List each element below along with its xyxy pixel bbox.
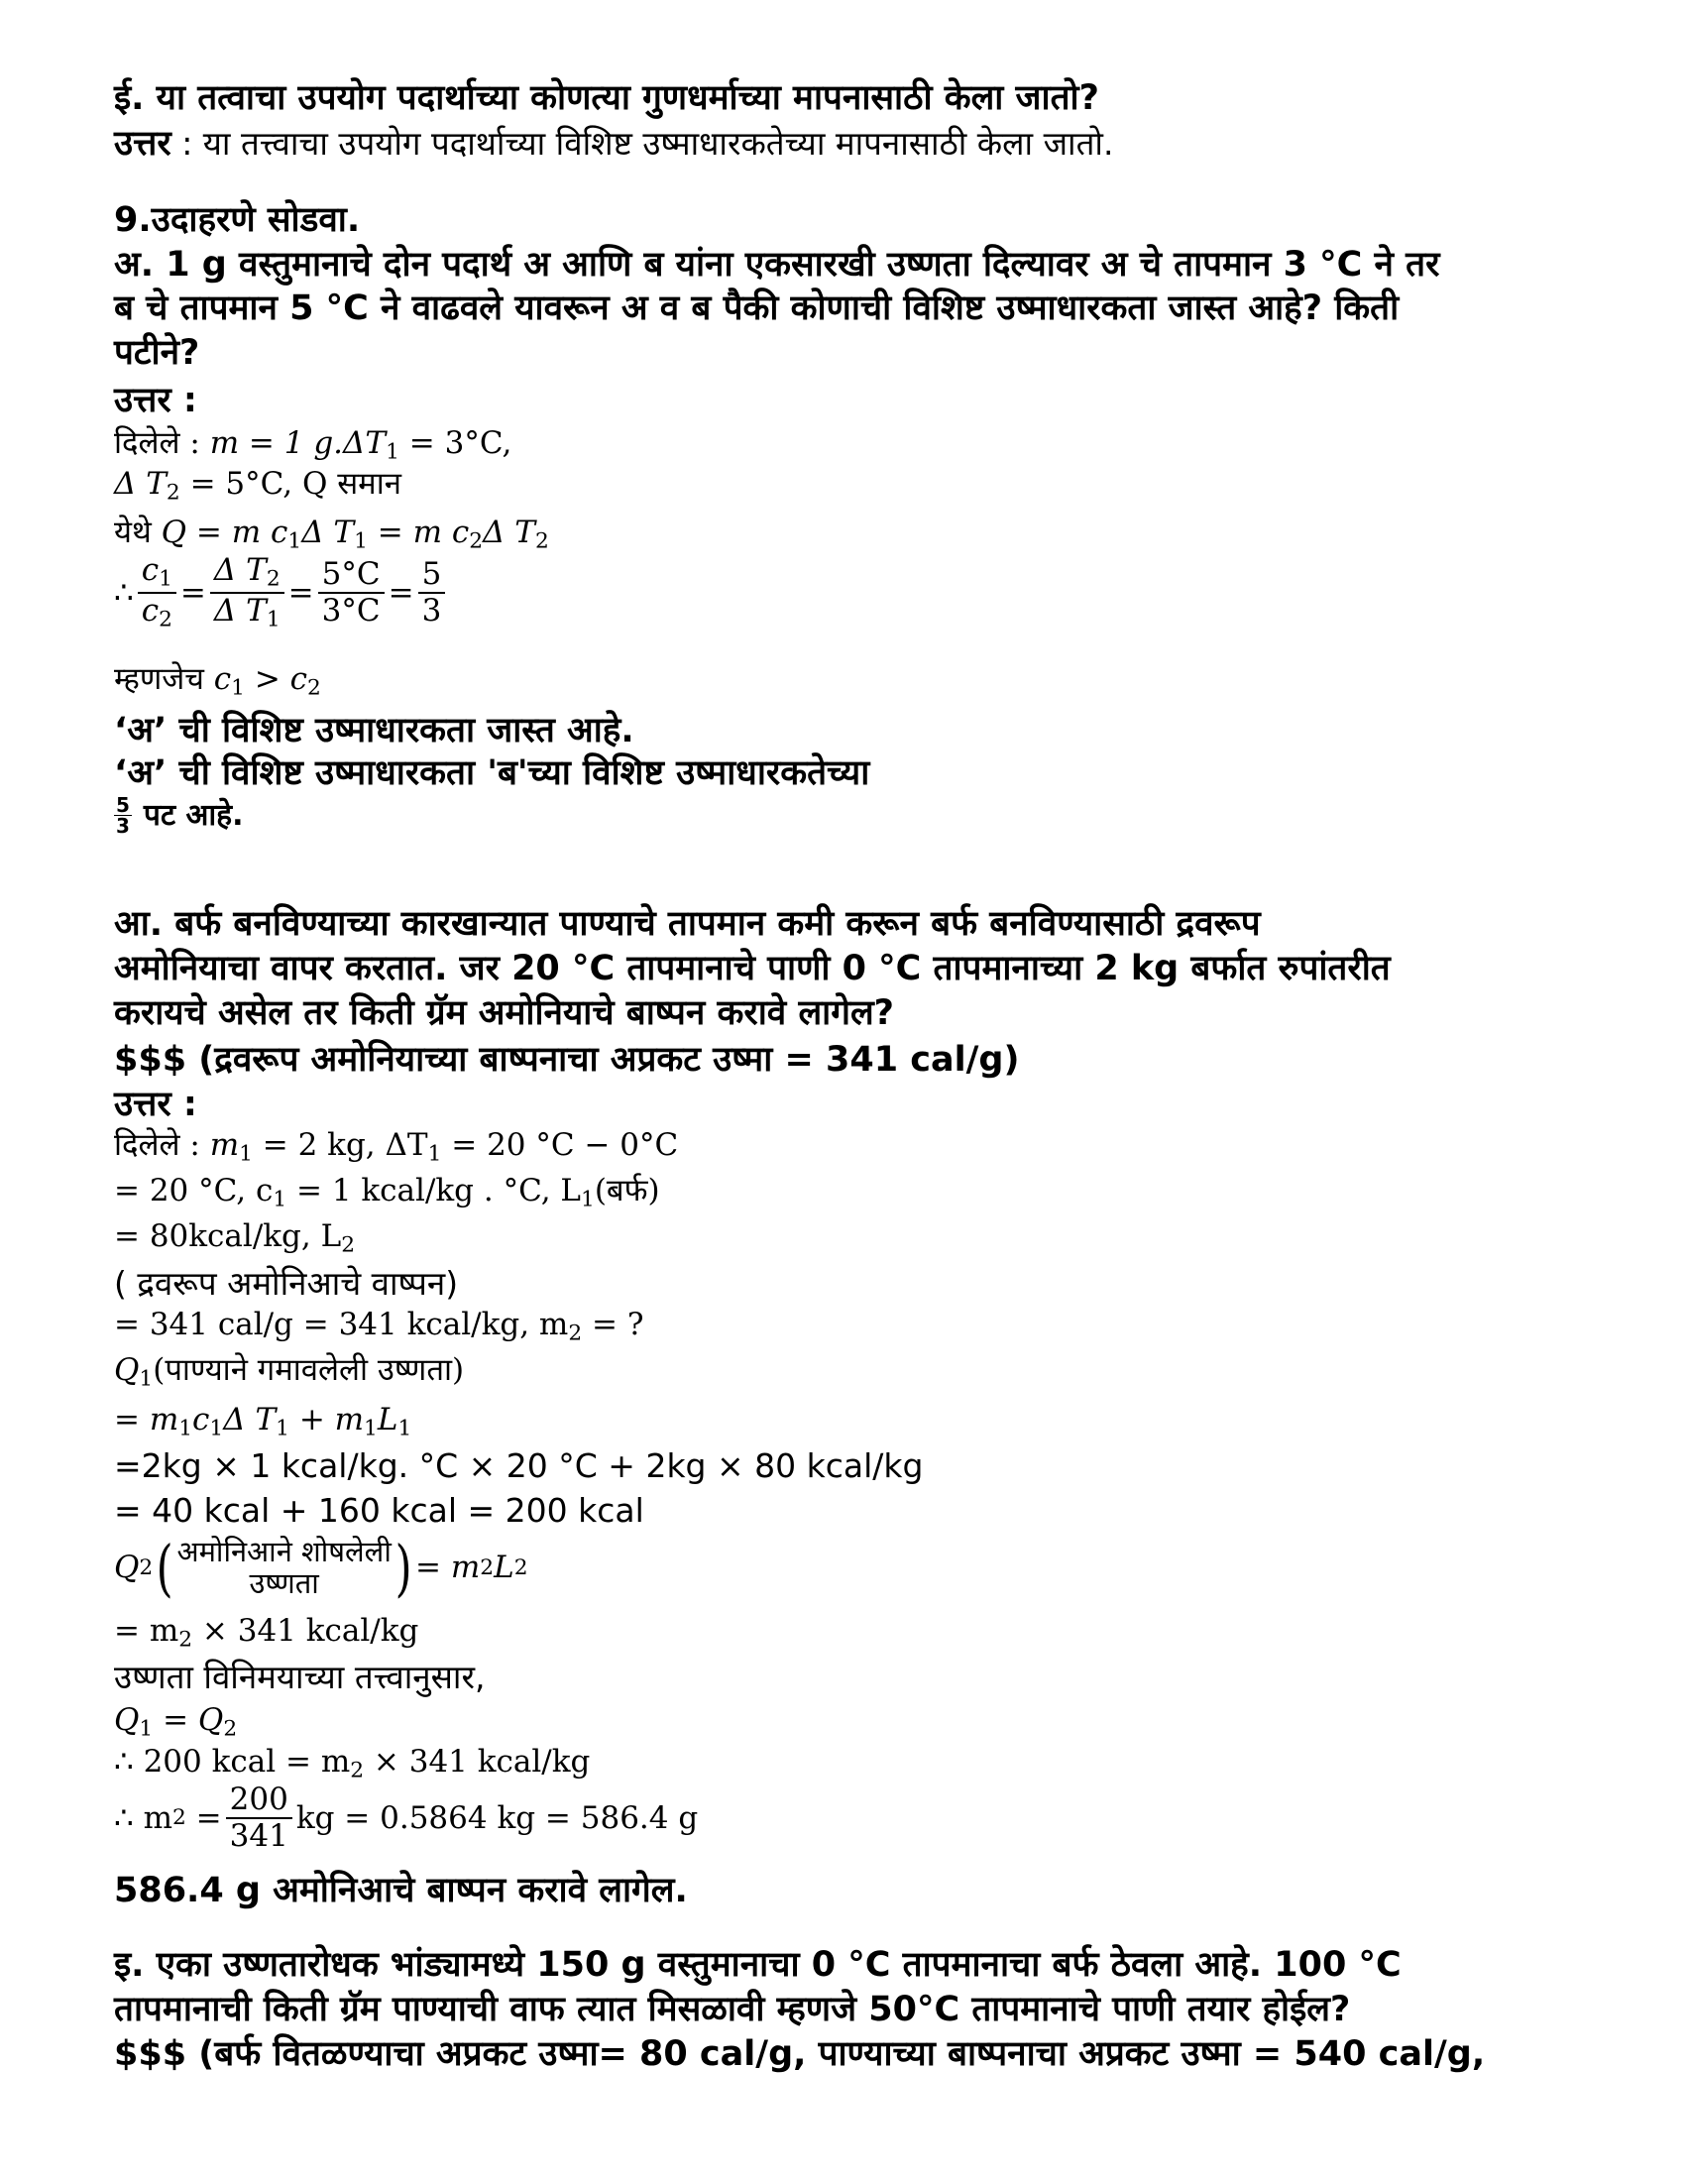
example-a-given-2: Δ $T_2 = 5^\circ C$, Q समान <box>114 466 401 506</box>
aa-l10-top: अमोनिआने शोषलेली <box>176 1535 392 1568</box>
given-label: दिलेले : <box>114 425 200 461</box>
aa-l1-rest: = 2 kg, ΔT <box>252 1127 428 1163</box>
aa-l10-bottom: उष्णता <box>249 1565 319 1600</box>
example-aa-line13: $Q_1 = Q_2$ <box>114 1702 238 1742</box>
ratio-c: $\frac{c_1}{c_2}$ <box>138 555 176 631</box>
ratio-value <box>418 556 446 630</box>
example-i-question-line1: इ. एका उष्णतारोधक भांड्यामध्ये 150 g वस्तुमानाचा 0 °C तापमानाचा बर्फ ठेवला आहे. 100 °C <box>114 1945 1402 1985</box>
aa-l7-mid3: + m <box>288 1402 365 1437</box>
aa-given-label: दिलेले : <box>114 1127 200 1163</box>
aa-l7-mid: c <box>192 1402 210 1437</box>
aa-l5: = 341 cal/g = 341 kcal/kg, m <box>114 1307 569 1342</box>
example-aa-conclusion: 586.4 g अमोनिआचे बाष्पन करावे लागेल. <box>114 1871 688 1910</box>
example-aa-line4: ( द्रवरूप अमोनिआचे वाष्पन) <box>114 1264 459 1303</box>
here-expr-mid2: = m c <box>367 515 470 550</box>
aa-l10-rhs-end: L <box>494 1550 514 1586</box>
aa-l2-mid: = 1 kcal/kg . °C, L <box>286 1173 581 1208</box>
aa-l15-pre: ∴ m <box>114 1799 172 1836</box>
given-2-expr: Δ T <box>114 466 167 502</box>
given-2-tail: = 5°C, Q समान <box>179 466 401 502</box>
aa-l7: = m <box>114 1402 179 1437</box>
answer-label: उत्तर <box>114 124 171 164</box>
example-aa-line3: = 80kcal/kg, $L_2$ <box>114 1218 355 1258</box>
example-a-conclusion-2: ‘अ’ ची विशिष्ट उष्माधारकता 'ब'च्या विशिष्ट उष्माधारकतेच्या <box>114 753 870 793</box>
aa-l15-fraction <box>226 1784 292 1852</box>
example-aa-line12: उष्णता विनिमयाच्या तत्त्वानुसार, <box>114 1658 486 1696</box>
aa-l7-mid2: Δ T <box>223 1402 277 1437</box>
example-aa-line8: =2kg × 1 kcal/kg. °C × 20 °C + 2kg × 80 kcal/kg <box>114 1446 924 1485</box>
aa-l13-mid: = Q <box>153 1702 224 1738</box>
here-expr-end: Δ T <box>483 515 535 550</box>
example-aa-answer-label: उत्तर : <box>114 1085 197 1124</box>
question-e: ई. या तत्वाचा उपयोग पदार्थाच्या कोणत्या गुणधर्माच्या मापनासाठी केला जातो? <box>114 78 1099 118</box>
given-expr: m = 1 g.ΔT <box>209 425 387 461</box>
here-expr: Q = m c <box>161 515 288 550</box>
example-a-conclusion-3 <box>114 795 244 836</box>
ratio-c-num: c <box>141 552 160 588</box>
answer-e-text: : या तत्त्वाचा उपयोग पदार्थाच्या विशिष्ट उष्माधारकतेच्या मापनासाठी केला जातो. <box>181 124 1114 163</box>
example-aa-line6: $Q_1(पाण्याने$ गमावलेली उष्णता) <box>114 1352 465 1392</box>
aa-l10-paren: ( अमोनिआने शोषलेली उष्णता ) <box>156 1531 412 1604</box>
example-aa-line5: = 341 cal/g = 341 kcal/kg, $m_2$ = ? <box>114 1307 644 1346</box>
ratio-temp-den: 3°C <box>321 593 381 630</box>
aa-l5-end: = ? <box>582 1307 644 1342</box>
aa-l14-end: × 341 kcal/kg <box>364 1744 591 1780</box>
example-aa-question-line3: करायचे असेल तर किती ग्रॅम अमोनियाचे बाष्पन करावे लागेल? <box>114 993 894 1033</box>
ratio-temp-num: 5°C <box>318 559 385 594</box>
aa-l15-den: 341 <box>229 1818 288 1854</box>
given-expr-tail: = 3°C, <box>398 425 512 461</box>
aa-l7-end: L <box>377 1402 398 1437</box>
example-a-ie: म्हणजेच $c_1 > c_2$ <box>114 661 321 701</box>
example-aa-line11: = $m_2 \times 341$ kcal/kg <box>114 1613 419 1653</box>
ratio-c-den: c <box>141 593 160 630</box>
aa-l6: Q <box>114 1352 140 1388</box>
example-aa-question-line4: $$$ (द्रवरूप अमोनियाच्या बाष्पनाचा अप्रकट उष्मा = 341 cal/g) <box>114 1040 1020 1080</box>
example-a-question-line2: ब चे तापमान 5 °C ने वाढवले यावरून अ व ब पैकी कोणाची विशिष्ट उष्माधारकता जास्त आहे? किती <box>114 288 1400 328</box>
example-a-here: येथे Q = m $c_1\Delta$ $T_1 = m$ $c_2\Delta$ $T_2$ <box>114 515 549 554</box>
conclusion-fraction-den: 3 <box>116 814 130 838</box>
ratio-dt: $\frac{\Delta T_2}{\Delta T_1}$ <box>210 555 284 631</box>
example-aa-line1: दिलेले : $m_1 = 2$ kg, $\Delta T_1 = 20$ °C − 0°C <box>114 1127 679 1167</box>
example-aa-question-line2: अमोनियाचा वापर करतात. जर 20 °C तापमानाचे पाणी 0 °C तापमानाच्या 2 kg बर्फात रुपांतरीत <box>114 949 1391 988</box>
aa-l1-expr: m <box>209 1127 240 1163</box>
example-a-given-1: दिलेले : m = 1 $g.\Delta T_1 = 3^\circ C$, <box>114 425 512 465</box>
here-label: येथे <box>114 515 152 550</box>
example-aa-line7: = $m_1c_1\Delta$ $T_1 + m_1L_1$ <box>114 1402 412 1441</box>
ratio-value-num: 5 <box>418 559 446 594</box>
example-aa-line2: = 20 °C, $c_1 = 1$ kcal/kg . °C, $L_1(बर्फ)$ <box>114 1173 660 1212</box>
aa-l13: Q <box>114 1702 140 1738</box>
example-aa-question-line1: आ. बर्फ बनविण्याच्या कारखान्यात पाण्याचे तापमान कमी करून बर्फ बनविण्यासाठी द्रवरूप <box>114 904 1261 944</box>
aa-l11-end: × 341 kcal/kg <box>192 1613 419 1649</box>
example-a-answer-label: उत्तर : <box>114 381 197 420</box>
aa-l11: = m <box>114 1613 179 1649</box>
ie-expr: c <box>213 661 232 697</box>
aa-l15-num: 200 <box>226 1784 292 1819</box>
conclusion-fraction <box>114 795 132 836</box>
ratio-value-den: 3 <box>421 593 442 630</box>
aa-l10-q: Q <box>114 1550 140 1586</box>
aa-l14: ∴ 200 kcal = m <box>114 1744 351 1780</box>
section-heading: 9.उदाहरणे सोडवा. <box>114 200 361 240</box>
aa-l15-end: kg = 0.5864 kg = 586.4 g <box>295 1799 699 1836</box>
aa-l2-end: (बर्फ) <box>594 1173 660 1208</box>
aa-l6-paren: (पाण्याने गमावलेली उष्णता) <box>153 1352 465 1388</box>
ie-label: म्हणजेच <box>114 661 204 697</box>
example-a-question-line1: अ. 1 g वस्तुमानाचे दोन पदार्थ अ आणि ब यांना एकसारखी उष्णता दिल्यावर अ चे तापमान 3 °C ने तर <box>114 245 1440 285</box>
ie-gt: > c <box>244 661 308 697</box>
answer-e <box>114 124 1114 164</box>
example-aa-line14: ∴ 200 kcal = $m_2 \times 341$ kcal/kg <box>114 1744 591 1783</box>
here-expr-mid: Δ T <box>301 515 355 550</box>
ratio-temp <box>318 556 385 630</box>
conclusion-fraction-num: 5 <box>116 793 130 817</box>
example-a-ratio: ∴ $\frac{c_1}{c_2}$ = $\frac{\Delta T_2}{\Delta T_1}$ = $\frac{5^\circ C}{3^\circ C}$ = $\frac{5}{3}$ <box>114 555 449 631</box>
example-aa-line15: ∴ m 2 = $\frac{200}{341}$ kg = 0.5864 kg = 586.4 g <box>114 1782 699 1854</box>
aa-l1-end: = 20 °C − 0°C <box>441 1127 679 1163</box>
example-aa-line10: Q 2 ( अमोनिआने शोषलेली उष्णता ) = m 2 L 2 <box>114 1531 528 1604</box>
aa-l10-rhs: = m <box>415 1550 481 1586</box>
conclusion-3-text: पट आहे. <box>143 797 244 833</box>
example-aa-line9: = 40 kcal + 160 kcal = 200 kcal <box>114 1491 644 1530</box>
example-i-question-line2: तापमानाची किती ग्रॅम पाण्याची वाफ त्यात मिसळावी म्हणजे 50°C तापमानाचे पाणी तयार होईल? <box>114 1990 1351 2029</box>
example-i-question-line3: $$$ (बर्फ वितळण्याचा अप्रकट उष्मा= 80 cal/g, पाण्याच्या बाष्पनाचा अप्रकट उष्मा = 540 cal/g, <box>114 2034 1486 2074</box>
ratio-dt-den: Δ T <box>213 593 267 630</box>
ratio-dt-num: Δ T <box>213 552 267 588</box>
aa-l3: = 80kcal/kg, L <box>114 1218 342 1254</box>
example-a-conclusion-1: ‘अ’ ची विशिष्ट उष्माधारकता जास्त आहे. <box>114 711 634 750</box>
aa-l2: = 20 °C, c <box>114 1173 274 1208</box>
example-a-question-line3: पटीने? <box>114 333 200 373</box>
therefore-symbol: ∴ <box>114 574 134 611</box>
